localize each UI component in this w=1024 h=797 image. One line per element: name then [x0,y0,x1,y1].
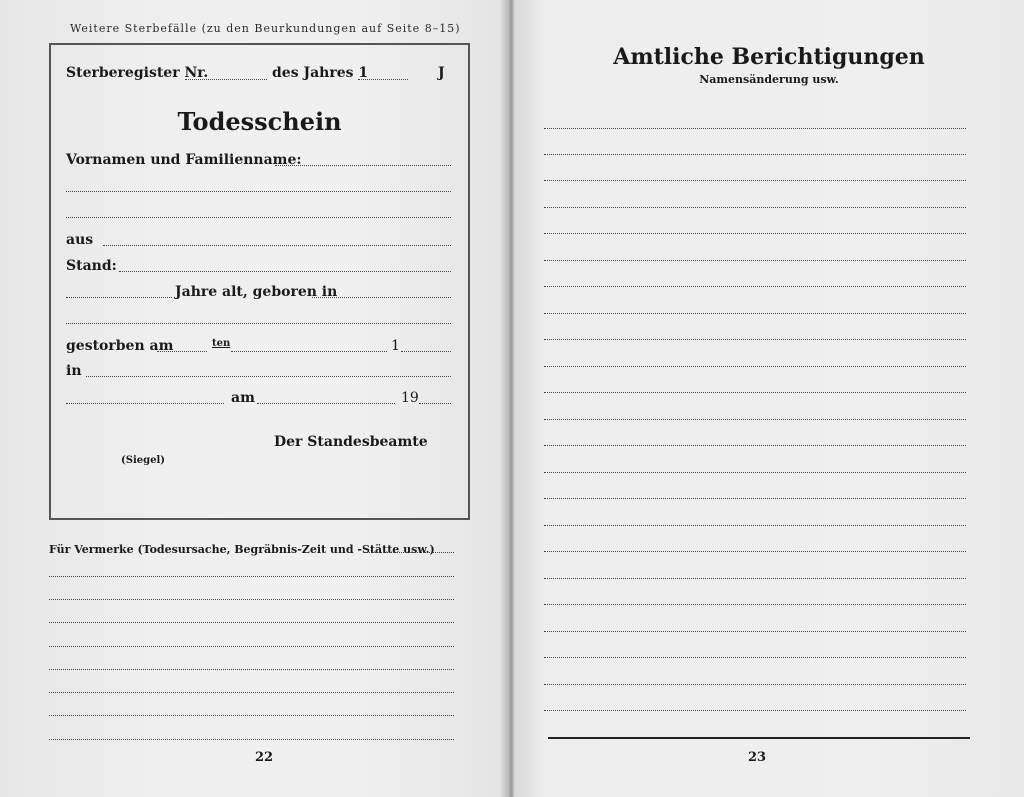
notes-line-7[interactable] [49,692,454,693]
name-field-line-2[interactable] [66,191,451,192]
from-field[interactable] [103,245,451,246]
year-suffix: J [438,65,445,81]
registration-year-field[interactable] [419,403,451,404]
correction-line[interactable] [544,498,966,499]
bottom-rule [548,737,970,739]
registrar-label: Der Standesbeamte [274,434,428,450]
certificate-title: Todesschein [177,107,342,136]
registration-place-field[interactable] [66,403,224,404]
correction-line[interactable] [544,604,966,605]
correction-line[interactable] [544,631,966,632]
death-place-field[interactable] [86,376,451,377]
name-field[interactable] [275,165,451,166]
correction-line[interactable] [544,366,966,367]
correction-line[interactable] [544,339,966,340]
from-label: aus [66,232,94,248]
notes-line-8[interactable] [49,715,454,716]
register-number-field[interactable] [185,79,267,80]
correction-line[interactable] [544,578,966,579]
registration-date-field[interactable] [257,403,395,404]
correction-line[interactable] [544,207,966,208]
year-field[interactable] [358,79,408,80]
correction-line[interactable] [544,313,966,314]
register-number-label: Sterberegister Nr. [66,65,209,81]
correction-line[interactable] [544,392,966,393]
age-born-label: Jahre alt, geboren in [175,284,338,300]
correction-line[interactable] [544,260,966,261]
correction-line[interactable] [544,154,966,155]
right-page [514,0,1024,797]
death-month-field[interactable] [231,351,387,352]
correction-line[interactable] [544,710,966,711]
name-field-line-3[interactable] [66,217,451,218]
notes-line-1[interactable] [364,552,454,553]
status-field[interactable] [119,271,451,272]
seal-label: (Siegel) [121,455,165,466]
correction-line[interactable] [544,684,966,685]
year-label: des Jahres 1 [272,65,369,81]
correction-line[interactable] [544,525,966,526]
death-year-prefix: 1 [391,338,400,354]
year-19-prefix: 19 [401,390,419,406]
birthplace-field-line-2[interactable] [66,323,451,324]
correction-line[interactable] [544,472,966,473]
page-number-left: 22 [255,750,274,765]
corrections-title: Amtliche Berichtigungen [613,44,925,70]
day-suffix: ten [212,338,231,349]
am-label: am [231,390,255,406]
correction-line[interactable] [544,180,966,181]
notes-label: Für Vermerke (Todesursache, Begräbnis-Zeit und -Stätte usw.) [49,543,435,556]
in-label: in [66,363,82,379]
page-number-right: 23 [748,750,767,765]
age-field[interactable] [66,297,172,298]
correction-line[interactable] [544,419,966,420]
status-label: Stand: [66,258,117,274]
correction-line[interactable] [544,657,966,658]
notes-line-3[interactable] [49,599,454,600]
correction-line[interactable] [544,128,966,129]
notes-line-4[interactable] [49,622,454,623]
died-label: gestorben am [66,338,174,354]
death-year-field[interactable] [401,351,451,352]
death-day-field[interactable] [157,351,207,352]
page-header: Weitere Sterbefälle (zu den Beurkundungen auf Seite 8–15) [70,22,461,35]
notes-line-9[interactable] [49,739,454,740]
notes-line-5[interactable] [49,646,454,647]
birthplace-field[interactable] [312,297,451,298]
corrections-subtitle: Namensänderung usw. [699,73,839,86]
correction-line[interactable] [544,286,966,287]
notes-line-6[interactable] [49,669,454,670]
death-certificate-box [49,43,470,520]
correction-line[interactable] [544,445,966,446]
name-label: Vornamen und Familienname: [66,152,302,168]
notes-line-2[interactable] [49,576,454,577]
left-page [0,0,506,797]
correction-line[interactable] [544,551,966,552]
correction-line[interactable] [544,233,966,234]
